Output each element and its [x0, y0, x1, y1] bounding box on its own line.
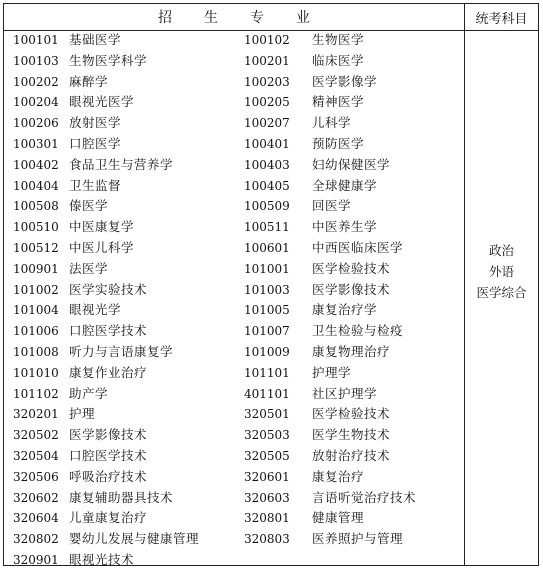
table-row — [4, 51, 464, 72]
major-code: 320502 — [13, 428, 59, 443]
major-name: 精神医学 — [312, 94, 365, 110]
major-name: 医学影像学 — [312, 73, 378, 89]
major-code: 100206 — [13, 116, 59, 131]
major-code: 320504 — [13, 448, 59, 463]
header-char: 专 — [250, 10, 264, 26]
major-name: 听力与言语康复学 — [69, 343, 174, 359]
major-name: 儿童康复治疗 — [69, 510, 148, 526]
header-char: 招 — [158, 10, 172, 26]
major-code: 100509 — [244, 199, 290, 214]
major-code: 100510 — [13, 220, 59, 235]
table-row — [4, 196, 464, 217]
major-name: 全球健康学 — [312, 177, 378, 193]
major-code: 101102 — [13, 386, 59, 401]
major-name: 医学影像技术 — [312, 281, 391, 297]
table-row — [4, 92, 464, 113]
major-name: 护理 — [69, 406, 96, 422]
major-name: 临床医学 — [312, 52, 365, 68]
major-code: 101006 — [13, 324, 59, 339]
table-row — [4, 259, 464, 280]
major-code: 100203 — [244, 74, 290, 89]
major-name: 健康管理 — [312, 510, 365, 526]
major-name: 婴幼儿发展与健康管理 — [69, 531, 200, 547]
major-name: 助产学 — [69, 385, 109, 401]
major-name: 口腔医学技术 — [69, 447, 148, 463]
major-name: 儿科学 — [312, 115, 352, 131]
major-code: 100405 — [244, 178, 290, 193]
major-name: 口腔医学 — [69, 135, 122, 151]
exam-subject: 政治 — [488, 243, 514, 258]
major-name: 医学检验技术 — [312, 406, 391, 422]
major-code: 100101 — [13, 33, 59, 47]
table-row — [4, 508, 464, 529]
major-code: 320901 — [13, 552, 59, 567]
major-name: 中医养生学 — [312, 219, 378, 235]
major-code: 100404 — [13, 178, 59, 193]
major-code: 320603 — [244, 490, 290, 505]
exam-subject: 外语 — [488, 264, 514, 279]
major-name: 医养照护与管理 — [312, 531, 404, 547]
major-code: 320604 — [13, 511, 59, 526]
major-code: 100508 — [13, 199, 59, 214]
table-row — [4, 176, 464, 197]
table-row — [4, 384, 464, 405]
major-name: 回医学 — [312, 198, 352, 214]
table-row — [4, 321, 464, 342]
table-row — [4, 155, 464, 176]
major-code: 101005 — [244, 303, 290, 318]
major-code: 320802 — [13, 532, 59, 547]
major-code: 100901 — [13, 261, 59, 276]
table-row — [4, 467, 464, 488]
major-name: 眼视光医学 — [69, 94, 135, 110]
major-code: 101101 — [244, 365, 290, 380]
major-code: 320501 — [244, 407, 290, 422]
table-row — [4, 404, 464, 425]
major-name: 康复物理治疗 — [312, 343, 391, 359]
table-row — [4, 550, 464, 571]
major-code: 100201 — [244, 53, 290, 68]
major-name: 生物医学科学 — [69, 52, 148, 68]
major-name: 傣医学 — [69, 198, 109, 214]
table-row — [4, 72, 464, 93]
table-row — [4, 300, 464, 321]
major-name: 医学影像技术 — [69, 427, 148, 443]
major-name: 康复辅助器具技术 — [69, 489, 174, 505]
table-row — [4, 529, 464, 550]
table-header — [4, 4, 538, 31]
major-name: 言语听觉治疗技术 — [312, 489, 417, 505]
major-code: 101010 — [13, 365, 59, 380]
major-name: 基础医学 — [69, 32, 122, 47]
table-row — [4, 363, 464, 384]
major-name: 中西医临床医学 — [312, 239, 404, 255]
major-code: 101002 — [13, 282, 59, 297]
major-name: 社区护理学 — [312, 385, 378, 401]
major-name: 眼视光学 — [69, 302, 122, 318]
table-row — [4, 30, 464, 51]
header-exam-subjects: 统考科目 — [475, 11, 528, 27]
major-name: 卫生监督 — [69, 177, 122, 193]
table-row — [4, 238, 464, 259]
major-name: 食品卫生与营养学 — [69, 156, 174, 172]
major-code: 100205 — [244, 95, 290, 110]
header-char: 业 — [296, 10, 310, 26]
major-name: 护理学 — [312, 364, 352, 380]
major-code: 320506 — [13, 469, 59, 484]
major-name: 中医康复学 — [69, 219, 135, 235]
table-row — [4, 425, 464, 446]
major-name: 医学实验技术 — [69, 281, 148, 297]
major-name: 医学检验技术 — [312, 260, 391, 276]
major-name: 医学生物技术 — [312, 427, 391, 443]
major-name: 放射医学 — [69, 115, 122, 131]
major-code: 101009 — [244, 344, 290, 359]
major-name: 放射治疗技术 — [312, 447, 391, 463]
major-code: 320803 — [244, 532, 290, 547]
major-code: 320801 — [244, 511, 290, 526]
major-name: 卫生检验与检疫 — [312, 323, 404, 339]
major-code: 100103 — [13, 53, 59, 68]
table-row — [4, 134, 464, 155]
major-code: 320201 — [13, 407, 59, 422]
major-code: 100401 — [244, 136, 290, 151]
major-code: 100301 — [13, 136, 59, 151]
major-name: 法医学 — [69, 260, 109, 276]
major-name: 康复作业治疗 — [69, 364, 148, 380]
major-code: 100601 — [244, 240, 290, 255]
header-majors — [4, 4, 464, 30]
exam-subjects-cell — [465, 240, 538, 303]
major-code: 100102 — [244, 33, 290, 47]
major-name: 口腔医学技术 — [69, 323, 148, 339]
admission-majors-table — [3, 3, 539, 566]
major-code: 320505 — [244, 448, 290, 463]
major-name: 眼视光技术 — [69, 551, 135, 567]
major-name: 生物医学 — [312, 32, 365, 47]
major-name: 中医儿科学 — [69, 239, 135, 255]
major-name: 康复治疗学 — [312, 302, 378, 318]
major-name: 呼吸治疗技术 — [69, 468, 148, 484]
major-code: 100512 — [13, 240, 59, 255]
major-code: 101001 — [244, 261, 290, 276]
table-row — [4, 113, 464, 134]
table-row — [4, 280, 464, 301]
table-row — [4, 342, 464, 363]
major-code: 100204 — [13, 95, 59, 110]
major-name: 麻醉学 — [69, 73, 109, 89]
major-code: 320602 — [13, 490, 59, 505]
exam-subject: 医学综合 — [476, 285, 527, 300]
major-name: 康复治疗 — [312, 468, 365, 484]
major-code: 100207 — [244, 116, 290, 131]
header-char: 生 — [204, 10, 218, 26]
table-row — [4, 488, 464, 509]
major-code: 101004 — [13, 303, 59, 318]
majors-list — [4, 30, 464, 571]
major-code: 101008 — [13, 344, 59, 359]
major-code: 320601 — [244, 469, 290, 484]
major-name: 预防医学 — [312, 135, 365, 151]
major-code: 101007 — [244, 324, 290, 339]
major-name: 妇幼保健医学 — [312, 156, 391, 172]
major-code: 101003 — [244, 282, 290, 297]
major-code: 100402 — [13, 157, 59, 172]
table-row — [4, 217, 464, 238]
major-code: 320503 — [244, 428, 290, 443]
major-code: 100511 — [244, 220, 290, 235]
major-code: 401101 — [244, 386, 290, 401]
major-code: 100403 — [244, 157, 290, 172]
table-row — [4, 446, 464, 467]
major-code: 100202 — [13, 74, 59, 89]
